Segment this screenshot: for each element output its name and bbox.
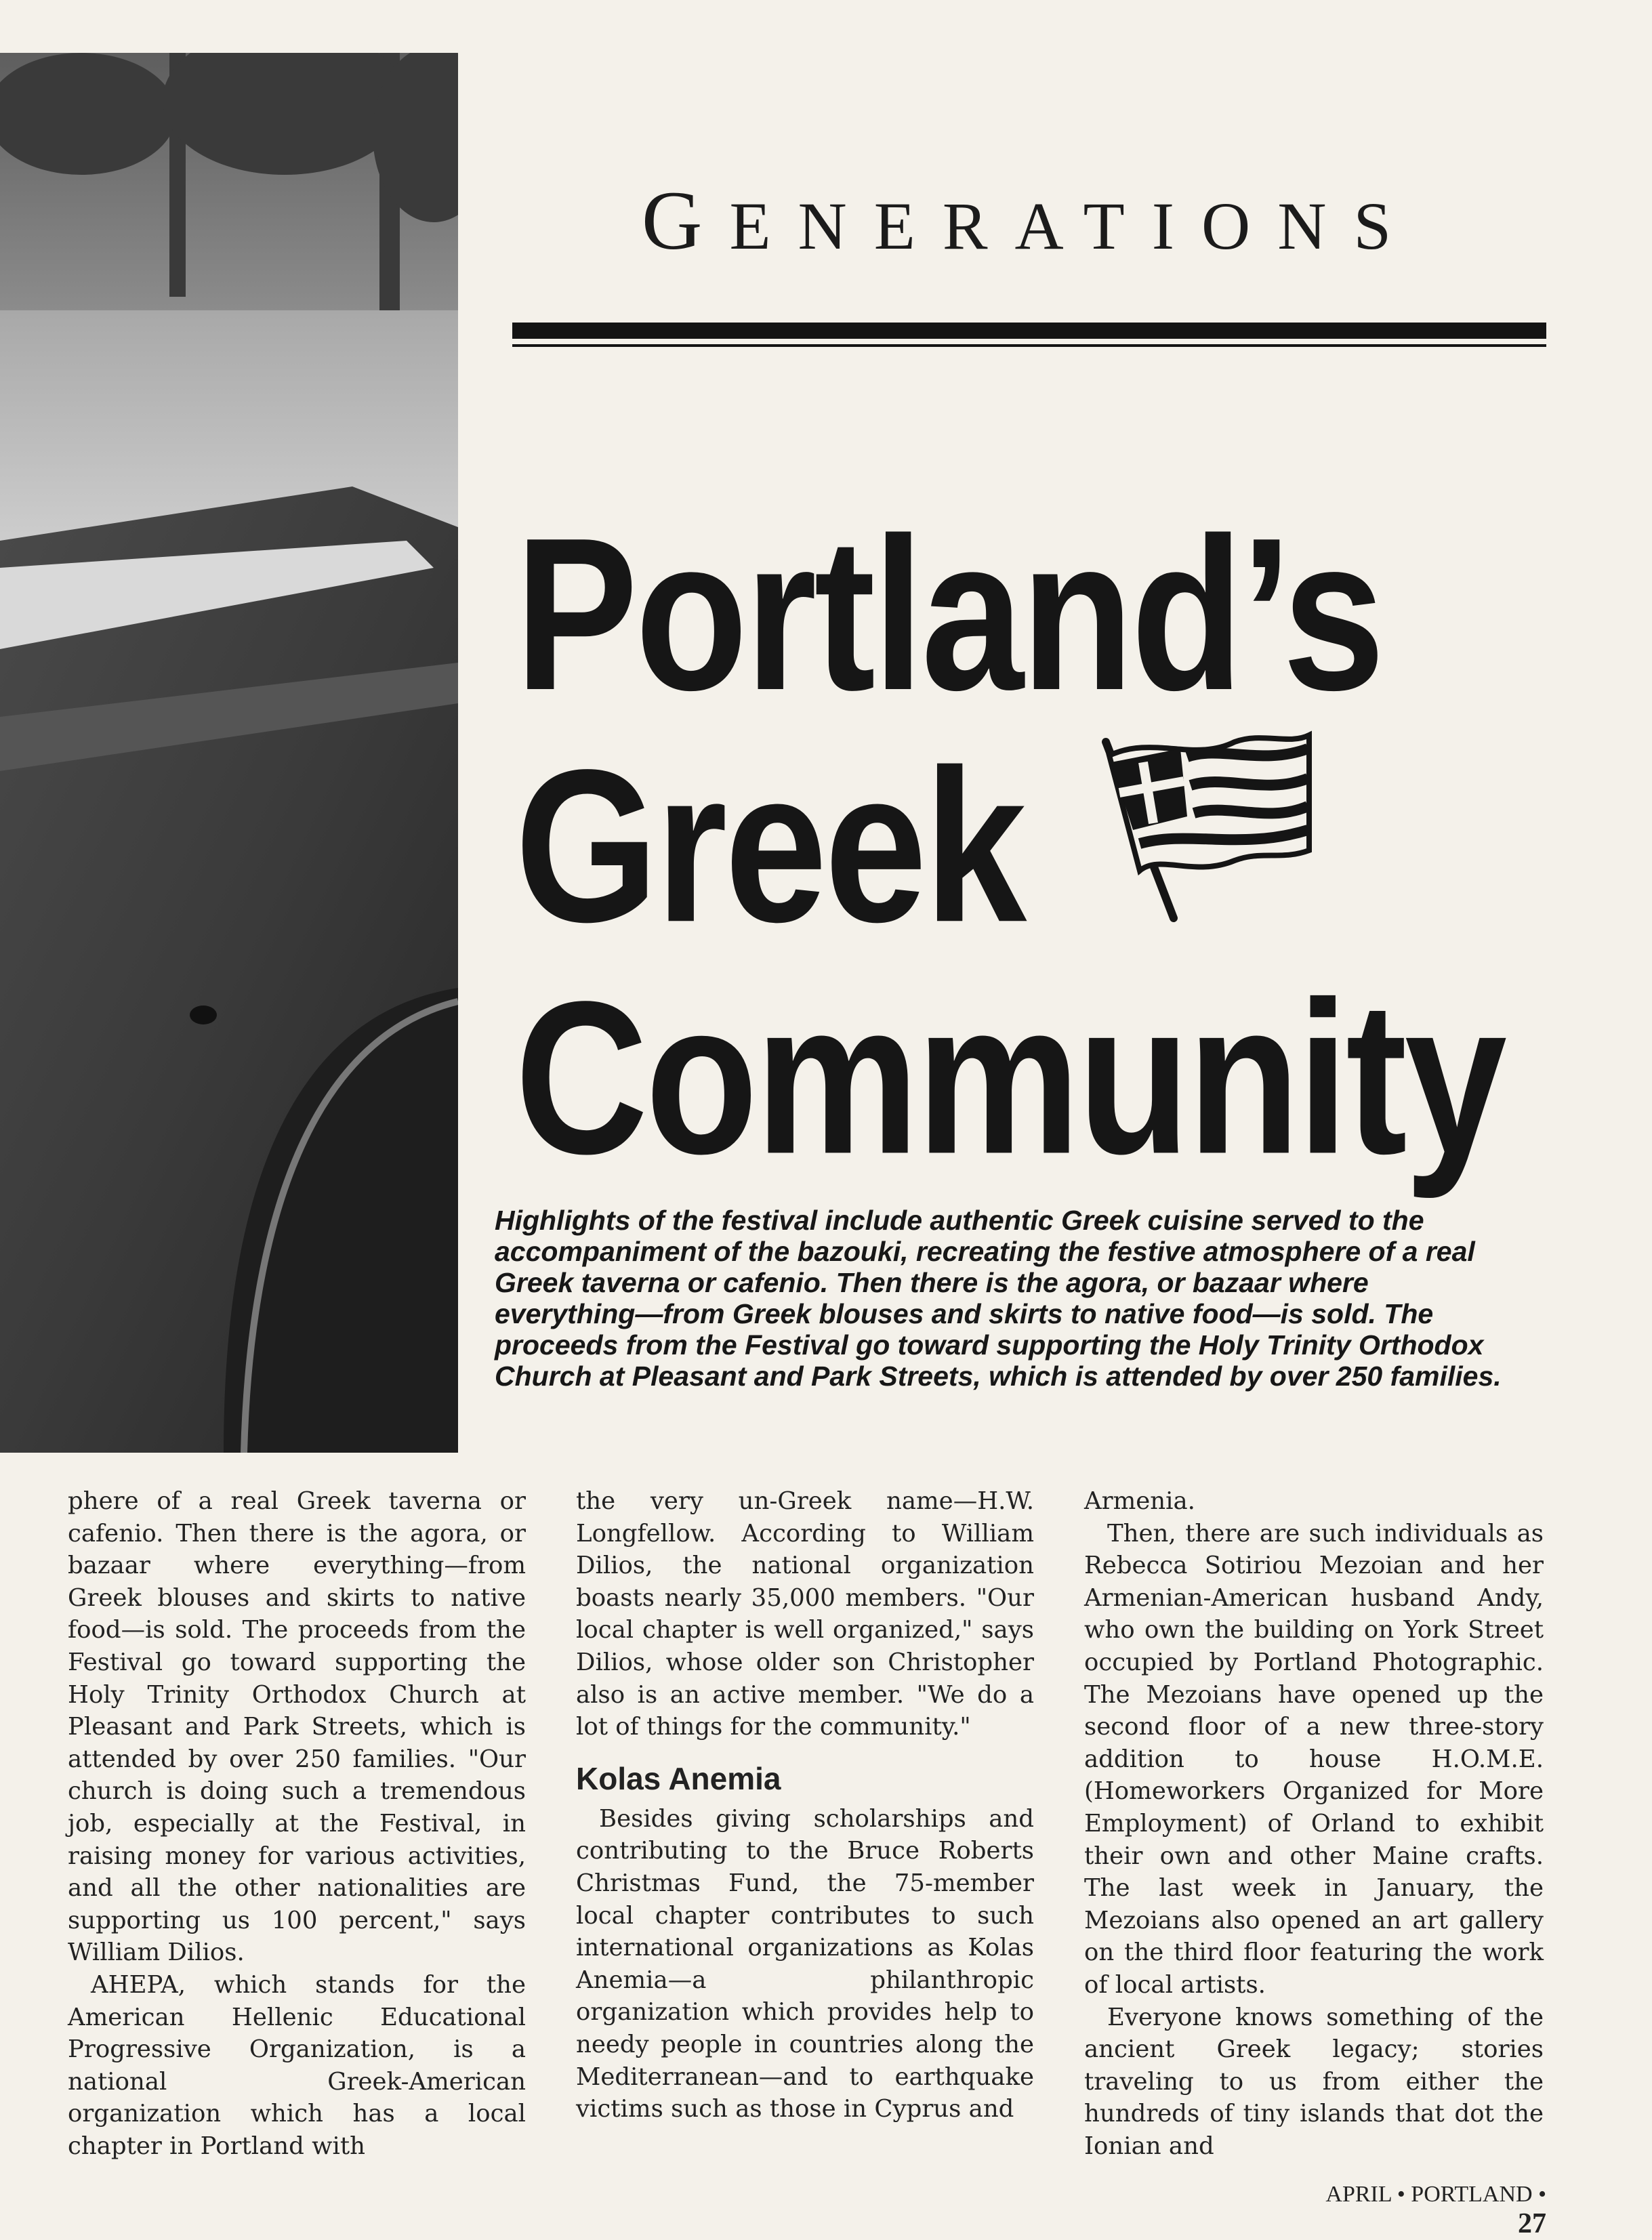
greek-flag-icon — [1092, 715, 1316, 925]
section-heading-initial: G — [641, 174, 730, 267]
article-title — [515, 492, 1545, 1199]
paragraph: Besides giving scholarships and contributing to the Bruce Roberts Christmas Fund, the 75-member local chapter contributes to such international organizations as Kolas Anemia—a philanthropic organization which provides help to needy people in countries along the Mediterranean—and to earthquake victims such as those in Cyprus and — [576, 1804, 1034, 2123]
section-heading — [515, 173, 1545, 269]
text-column-2 — [576, 1485, 1034, 2125]
section-heading-rest: ENERATIONS — [729, 188, 1419, 264]
feature-photo — [0, 53, 458, 1453]
bullet-icon: • — [1538, 2182, 1546, 2207]
title-line-3: Community — [515, 956, 1504, 1199]
paragraph: Armenia. — [1084, 1487, 1195, 1515]
text-column-3 — [1084, 1485, 1544, 2162]
paragraph: phere of a real Greek taverna or cafenio. Then there is the agora, or bazaar where everything—from Greek blouses and skirts to native food—is sold. The proceeds from the Festival go toward supporting the Holy Trinity Orthodox Church at Pleasant and Park Streets, which is attended by over 250 families. "Our church is doing such a tremendous job, especially at the Festival, in raising money for various activities, and all the other nationalities are supporting us 100 percent," says William Dilios. — [68, 1487, 526, 1967]
paragraph: AHEPA, which stands for the American Hellenic Educational Progressive Organization, is a national Greek-American organization which has a local chapter in Portland with — [68, 1970, 526, 2160]
photo-illustration — [0, 53, 458, 1453]
heading-rule-thin — [512, 344, 1546, 347]
folio-magazine: PORTLAND — [1411, 2182, 1533, 2207]
paragraph: Then, there are such individuals as Rebecca Sotiriou Mezoian and her Armenian-American husband Andy, who own the building on York Street occupied by Portland Photographic. The Mezoians have opened up the second floor of a new three-story addition to house H.O.M.E. (Homeworkers Organized for More Employment) of Orland to exhibit their own and other Maine crafts. The last week in January, the Mezoians also opened an art gallery on the third floor featuring the work of local artists. — [1084, 1519, 1544, 1999]
page-folio — [1316, 2182, 1546, 2240]
heading-rule-thick — [512, 323, 1546, 339]
folio-month: APRIL — [1325, 2182, 1392, 2207]
title-line-2: Greek — [515, 724, 1025, 968]
text-column-1 — [68, 1485, 526, 2162]
article-deck: Highlights of the festival include authentic Greek cuisine served to the accompaniment of the bazouki, recreating the festive atmosphere of a real Greek taverna or cafenio. Then there is the agora, or bazaar where everything—from Greek blouses and skirts to native food—is sold. The proceeds from the Festival go toward supporting the Holy Trinity Orthodox Church at Pleasant and Park Streets, which is attended by over 250 families. — [495, 1205, 1502, 1392]
paragraph: Everyone knows something of the ancient Greek legacy; stories traveling to us from either the hundreds of tiny islands that dot the Ionian and — [1084, 2003, 1544, 2160]
bullet-icon: • — [1397, 2182, 1405, 2207]
subheading: Kolas Anemia — [576, 1760, 781, 1796]
paragraph: the very un-Greek name—H.W. Longfellow. According to William Dilios, the national organization boasts nearly 35,000 members. "Our local chapter is well organized," says Dilios, whose older son Christopher also is an active member. "We do a lot of things for the community." — [576, 1487, 1034, 1741]
title-line-1: Portland’s — [515, 492, 1382, 736]
page-number: 27 — [1518, 2208, 1546, 2239]
